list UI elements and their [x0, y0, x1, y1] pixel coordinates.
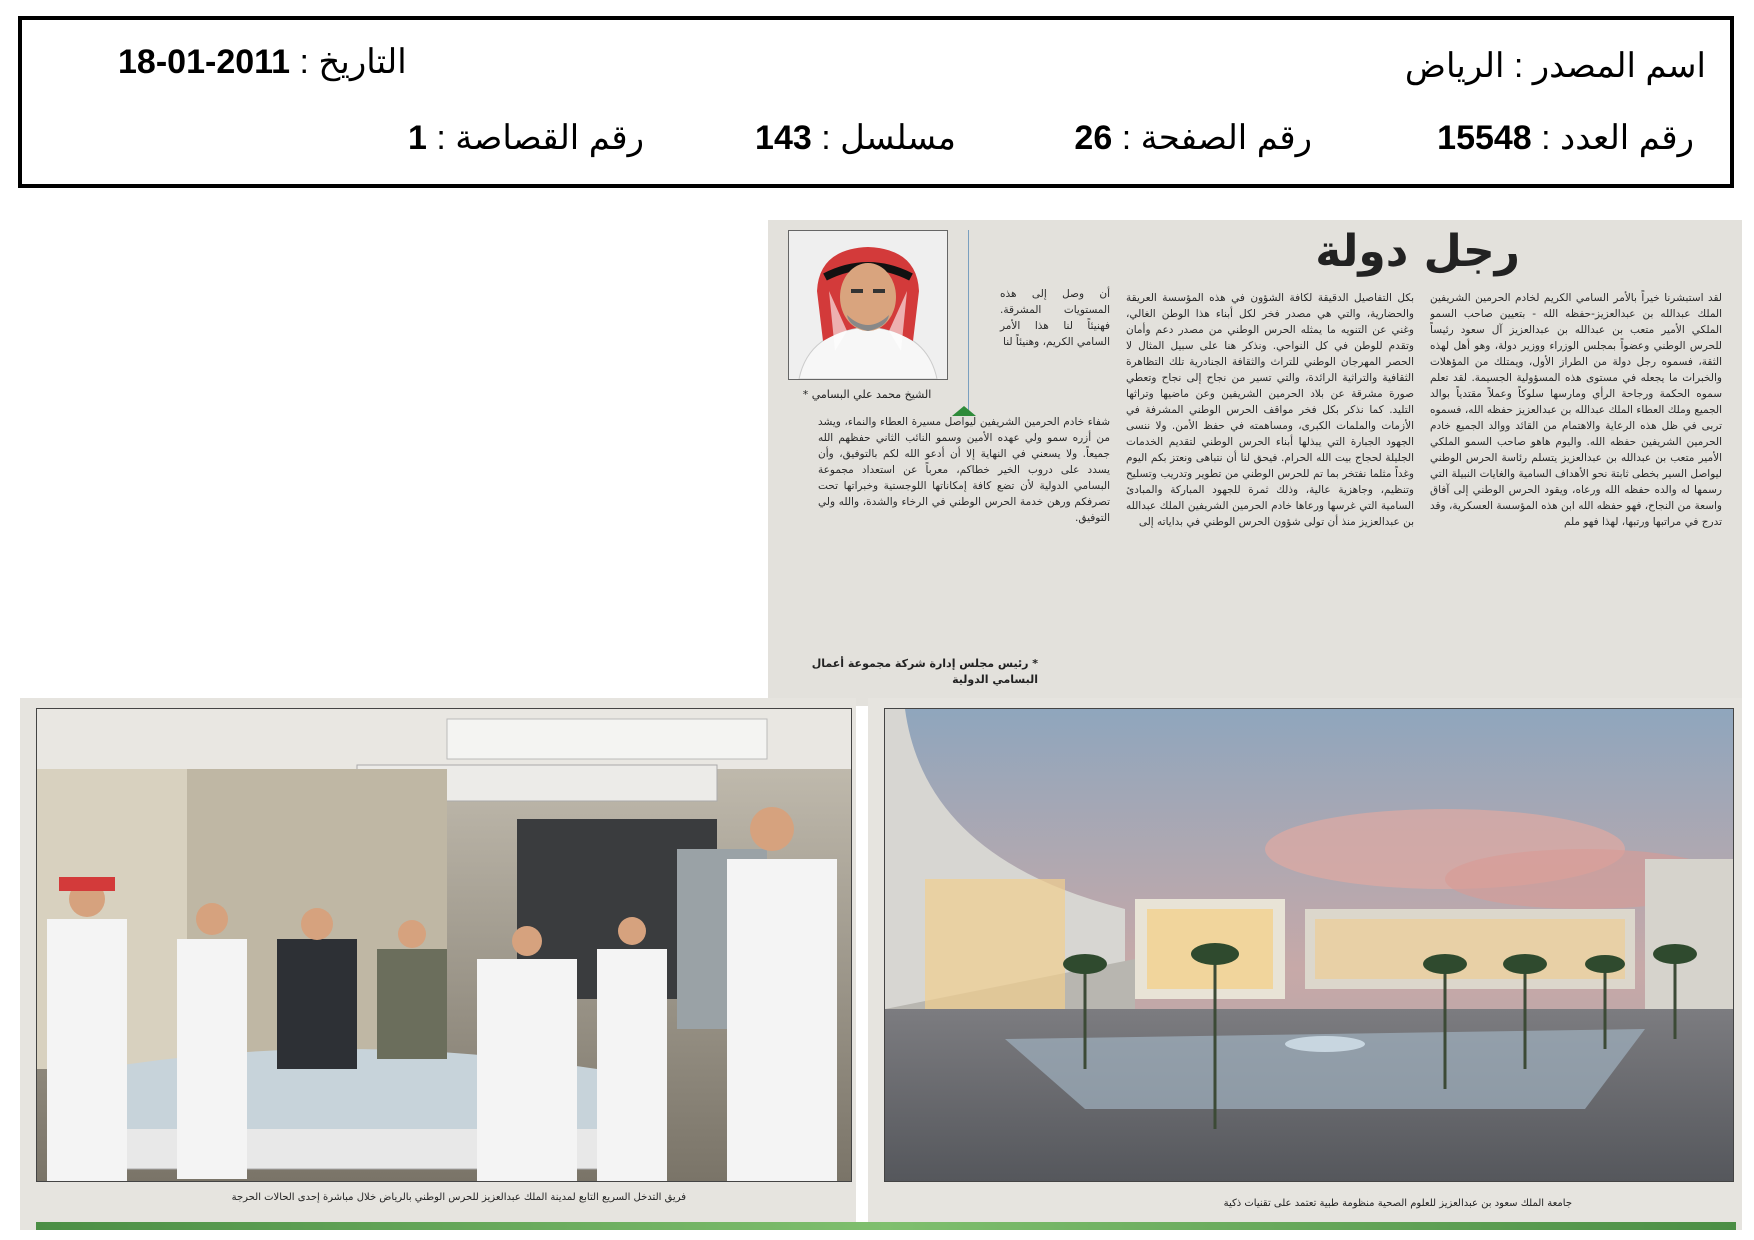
clip-value: 1 — [408, 119, 427, 157]
source-label: اسم المصدر : — [1513, 47, 1706, 85]
portrait-caption: الشيخ محمد علي البسامي * — [802, 388, 932, 401]
clip-label: رقم القصاصة : — [436, 119, 644, 157]
hospital-scene-icon — [37, 709, 851, 1181]
hospital-photo-block — [20, 698, 856, 1230]
article-headline: رجل دولة — [1315, 226, 1520, 277]
issue-field — [1437, 118, 1694, 158]
article-column-2: بكل التفاصيل الدقيقة لكافة الشؤون في هذه المؤسسة العريقة والحضارية، والتي هي مصدر فخر لكل أبناء هذا الوطن الغالي، وغني عن التنويه ما يمثله الحرس الوطني من مصدر دعم وأمان وتقدم للوطن في كل النواحي. ونذكر هنا على سبيل المثال لا الحصر المهرجان الوطني للتراث والثقافة الجنادرية تلك التظاهرة الثقافية والتراثية الرائدة، والتي تسير من نجاح إلى نجاح وتعطي صورة مشرقة عن بلاد الحرمين الشريفين وعن ماضيها وتراثها التليد. كما نذكر بكل فخر مواقف الحرس الوطني المشرفة في الأزمات والملمات الكبرى، ومساهمته في حفظ الأمن. ولا ننسى الجهود الجبارة التي يبذلها أبناء الحرس الوطني لتقديم الخدمات الجليلة لحجاج بيت الله الحرام. فيحق لنا أن نتباهى ونعتز بكم اليوم وغداً مثلما نفتخر بما تم للحرس الوطني من تطوير وتدريب وتسليح وتنظيم، وجاهزية عالية، وذلك ثمرة للجهود المباركة والمبادئ السامية التي غرسها ورعاها خادم الحرمين الشريفين الملك عبدالله بن عبدالعزيز منذ أن تولى شؤون الحرس الوطني في بداياته إلى — [1126, 292, 1414, 528]
newspaper-clipping — [20, 220, 1742, 1230]
university-photo — [884, 708, 1734, 1182]
page-value: 26 — [1074, 119, 1113, 157]
green-strip — [36, 1222, 1736, 1230]
clipping-header — [18, 16, 1734, 188]
date-field — [118, 42, 407, 82]
source-value: الرياض — [1404, 47, 1505, 85]
source-field — [1405, 46, 1706, 86]
serial-value: 143 — [755, 119, 812, 157]
portrait-divider — [968, 230, 969, 410]
issue-label: رقم العدد : — [1541, 119, 1694, 157]
university-photo-caption: جامعة الملك سعود بن عبدالعزيز للعلوم الصحية منظومة طبية تعتمد على تقنيات ذكية — [1223, 1198, 1572, 1209]
date-value: 2011-01-18 — [118, 43, 291, 81]
page-field — [1074, 118, 1312, 158]
article-column-1: لقد استبشرنا خيراً بالأمر السامي الكريم لخادم الحرمين الشريفين الملك عبدالله بن عبدالعزيز-حفظه الله - بتعيين صاحب السمو الملكي الأمير متعب بن عبدالله بن عبدالعزيز آل سعود رئيساً للحرس الوطني وعضواً بمجلس الوزراء ووزير دولة، وهو أهل لهذه الثقة، فسموه رجل دولة من الطراز الأول، ويمتلك من المؤهلات والخبرات ما يجعله في مستوى هذه المسؤولية الجسيمة. لقد تعلم سموه الحكمة ورجاحة الرأي ومارسها سلوكاً وعملاً مقتدياً بوالد الجميع وملك العطاء الملك عبدالله بن عبدالعزيز حفظه الله، فسموه تربى في ظل هذه الرعاية والاهتمام من القائد ووالد الجميع خادم الحرمين الشريفين حفظه الله. واليوم هاهو صاحب السمو الملكي الأمير متعب بن عبدالله بن عبدالعزيز يتسلم رئاسة الحرس الوطني ليواصل السير بخطى ثابتة نحو الأهداف السامية والغايات النبيلة التي رسمها له والده حفظه الله ورعاه، ويقود الحرس الوطني إلى آفاق واسعة من النجاح، فهو حفظه الله ابن هذه المؤسسة العسكرية، وقد تدرج في مراتبها ورتبها، لهذا فهو ملم — [1430, 292, 1722, 528]
article-column-3-narrow: أن وصل إلى هذه المستويات المشرقة. فهنيئاً لنا هذا الأمر السامي الكريم، وهنيئاً لنا — [1000, 288, 1110, 348]
university-scene-icon — [885, 709, 1733, 1181]
serial-label: مسلسل : — [821, 119, 956, 157]
article-column-3-body: شفاء خادم الحرمين الشريفين ليواصل مسيرة العطاء والنماء، ويشد من أزره سمو ولي عهده الأمين وسمو النائب الثاني حفظهم الله جميعاً. ولا يسعني في النهاية إلا أن أدعو الله لكم بالتوفيق، وأن يسدد على دروب الخير خطاكم، معرباً عن استعداد مجموعة البسامي الدولية لأن تضع كافة إمكاناتها اللوجستية وخبراتها تحت تصرفكم ورهن خدمة الحرس الوطني في الرخاء والشدة، والله ولي التوفيق. — [818, 416, 1110, 524]
author-portrait — [788, 230, 948, 380]
author-portrait-icon — [789, 231, 947, 379]
university-photo-block — [868, 698, 1742, 1230]
hospital-photo-caption: فريق التدخل السريع التابع لمدينة الملك عبدالعزيز للحرس الوطني بالرياض خلال مباشرة إحدى الحالات الحرجة — [231, 1192, 686, 1203]
issue-value: 15548 — [1437, 119, 1532, 157]
date-label: التاريخ : — [299, 43, 407, 81]
hospital-photo — [36, 708, 852, 1182]
triangle-marker-icon — [952, 406, 976, 416]
clip-field — [408, 118, 644, 158]
serial-field — [755, 118, 956, 158]
article-block — [768, 220, 1742, 706]
page-label: رقم الصفحة : — [1121, 119, 1312, 157]
author-note: * رئيس مجلس إدارة شركة مجموعة أعمال البسامي الدولية — [811, 657, 1038, 686]
